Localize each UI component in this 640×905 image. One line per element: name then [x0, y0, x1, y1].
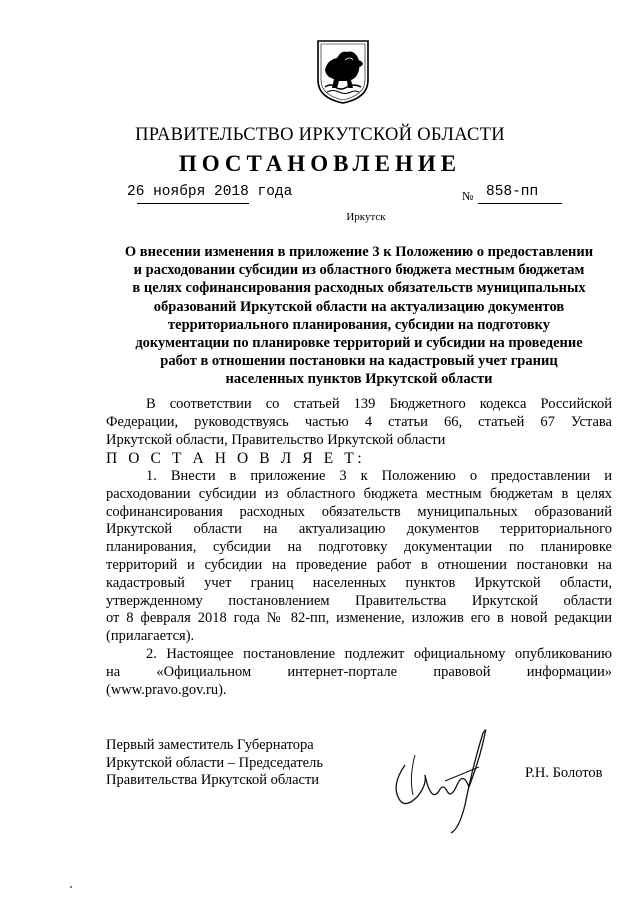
item-1-line: софинансирования расходных обязательств муниципальных образований	[106, 503, 612, 520]
title-line: образований Иркутской области на актуализацию документов	[153, 298, 565, 315]
title-line: и расходовании субсидии из областного бюджета местным бюджетам	[133, 262, 585, 279]
number-sign: №	[462, 189, 474, 203]
document-city: Иркутск	[346, 211, 386, 223]
title-line: документации по планировке территорий и субсидии на проведение	[135, 335, 583, 352]
irkutsk-coat-of-arms-icon	[317, 40, 369, 104]
title-line: работ в отношении постановки на кадастровый учет границ	[160, 353, 558, 370]
number-underline	[478, 203, 562, 204]
item-2-paragraph	[106, 646, 612, 699]
title-line: в целях софинансирования расходных обязательств муниципальных	[132, 280, 586, 297]
signatory-position-line: Первый заместитель Губернатора	[106, 737, 314, 753]
preamble-line: В соответствии со статьей 139 Бюджетного кодекса Российской	[146, 396, 612, 412]
signatory-position	[106, 737, 323, 790]
item-1-line: кадастровый учет границ населенных пунктов Иркутской области,	[106, 574, 612, 591]
item-1-line: (прилагается).	[106, 628, 195, 645]
title-line: территориального планирования, субсидии на подготовку	[168, 316, 550, 333]
item-1-line: Иркутской области на актуализацию документов территориального	[106, 521, 612, 538]
government-name: ПРАВИТЕЛЬСТВО ИРКУТСКОЙ ОБЛАСТИ	[135, 125, 505, 145]
signatory-position-line: Иркутской области – Председатель	[106, 754, 323, 771]
item-1-line: расходовании субсидии из областного бюджета местным бюджетам в целях	[106, 485, 612, 502]
resolve-word: П О С Т А Н О В Л Я Е Т:	[106, 450, 366, 467]
title-line: населенных пунктов Иркутской области	[225, 371, 493, 388]
item-1-line: от 8 февраля 2018 года № 82-пп, изменение, изложив его в новой редакции	[106, 610, 612, 627]
scan-speck	[70, 886, 72, 888]
item-1-paragraph	[106, 468, 612, 646]
item-1-line: утвержденному постановлением Правительства Иркутской области	[106, 592, 612, 609]
document-type: ПОСТАНОВЛЕНИЕ	[178, 151, 462, 176]
item-2-line: на «Официальном интернет-портале правовой информации»	[106, 663, 612, 680]
date-underline	[137, 203, 249, 204]
document-number: 858-пп	[486, 184, 539, 200]
document-date: 26 ноября 2018 года	[127, 184, 293, 200]
signatory-position-line: Правительства Иркутской области	[106, 772, 320, 788]
document-title	[106, 243, 612, 389]
title-line: О внесении изменения в приложение 3 к Положению о предоставлении	[124, 244, 594, 260]
handwritten-signature	[385, 725, 495, 835]
preamble-line: Иркутской области, Правительство Иркутской области	[106, 431, 446, 448]
item-2-line: 2. Настоящее постановление подлежит официальному опубликованию	[146, 646, 612, 662]
preamble-line: Федерации, руководствуясь частью 4 статьи 66, статьей 67 Устава	[106, 413, 612, 430]
signatory-name: Р.Н. Болотов	[525, 765, 603, 781]
item-1-line: территорий и субсидии на проведение работ в отношении постановки на	[106, 556, 612, 573]
preamble-paragraph	[106, 396, 612, 449]
item-1-line: 1. Внести в приложение 3 к Положению о предоставлении и	[146, 468, 612, 484]
item-2-line: (www.pravo.gov.ru).	[106, 681, 227, 698]
item-1-line: планирования, субсидии на подготовку документации по планировке	[106, 539, 612, 556]
